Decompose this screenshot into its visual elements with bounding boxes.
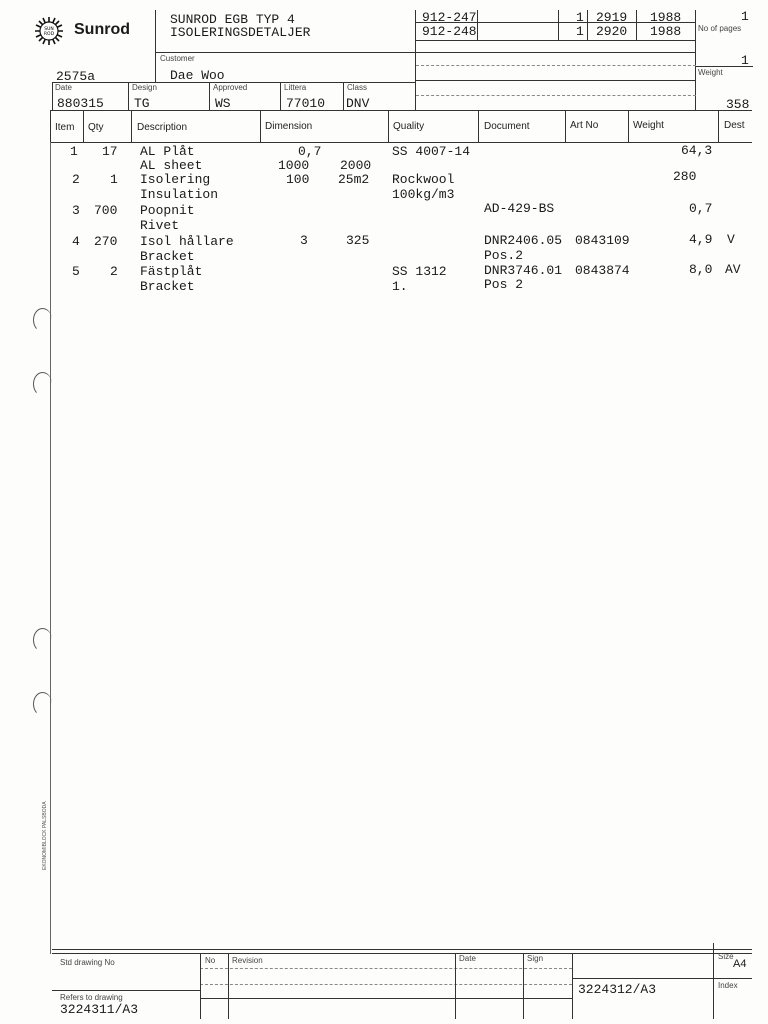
approved-value: WS — [215, 96, 231, 111]
row-qty: 1 — [110, 172, 118, 187]
refers-label: Refers to drawing — [60, 993, 123, 1002]
std-drawing-label: Std drawing No — [60, 958, 115, 967]
row-desc-2: Bracket — [140, 279, 195, 294]
ref-num-2: 1 — [576, 24, 584, 39]
size-value: A4 — [733, 958, 747, 970]
row-quality-2: 100kg/m3 — [392, 187, 455, 202]
row-weight: 8,0 — [689, 262, 713, 277]
ref-no-1: 2919 — [596, 10, 628, 25]
littera-value: 77010 — [286, 96, 326, 111]
col-quality: Quality — [393, 121, 425, 132]
col-dest: Dest — [724, 120, 745, 131]
date-label-footer: Date — [459, 954, 476, 963]
no-label: No — [205, 956, 216, 965]
row-weight: 280 — [673, 169, 697, 184]
no-of-pages-label: No of pages — [698, 24, 742, 33]
col-weight: Weight — [633, 120, 664, 131]
binder-hole — [33, 308, 52, 332]
class-label: Class — [347, 83, 368, 92]
col-item: Item — [55, 122, 75, 133]
row-qty: 17 — [102, 144, 118, 159]
row-doc-2: Pos.2 — [484, 248, 524, 263]
customer-value: Dae Woo — [170, 68, 225, 83]
row-quality-1: SS 1312 — [392, 264, 447, 279]
col-qty: Qty — [88, 122, 104, 133]
side-print: EKONOMIBLOCK PALSBODA — [42, 801, 48, 870]
ref-code-2: 912-248 — [422, 24, 477, 39]
row-desc-1: Isolering — [140, 172, 211, 187]
no-of-pages-value-top: 1 — [741, 9, 749, 24]
col-art-no: Art No — [570, 120, 599, 131]
row-dim-1b: 325 — [346, 233, 370, 248]
row-doc-1: AD-429-BS — [484, 201, 555, 216]
row-quality-1: SS 4007-14 — [392, 144, 471, 159]
row-art-no: 0843874 — [575, 263, 630, 278]
title-line-1: SUNROD EGB TYP 4 — [170, 12, 295, 27]
customer-label: Customer — [160, 54, 195, 63]
row-dim-1b: 25m2 — [338, 172, 370, 187]
weight-label: Weight — [698, 68, 723, 77]
row-item: 4 — [72, 234, 80, 249]
row-desc-2: Rivet — [140, 218, 180, 233]
ref-year-1: 1988 — [650, 10, 682, 25]
row-item: 2 — [72, 172, 80, 187]
ref-num-1: 1 — [576, 10, 584, 25]
svg-text:SUN: SUN — [44, 27, 54, 32]
row-doc-2: Pos 2 — [484, 277, 524, 292]
row-desc-1: AL Plåt — [140, 144, 195, 159]
row-dim-2b: 2000 — [340, 158, 372, 173]
svg-text:ROD: ROD — [43, 32, 55, 37]
row-item: 5 — [72, 264, 80, 279]
row-desc-2: Bracket — [140, 249, 195, 264]
title-line-2: ISOLERINGSDETALJER — [170, 25, 311, 40]
row-weight: 4,9 — [689, 232, 713, 247]
row-desc-2: Insulation — [140, 187, 219, 202]
row-doc-1: DNR2406.05 — [484, 233, 563, 248]
sun-logo-icon — [35, 17, 63, 45]
row-qty: 270 — [94, 234, 118, 249]
row-dim-1a: 0,7 — [298, 144, 322, 159]
ref-year-2: 1988 — [650, 24, 682, 39]
row-quality-2: 1. — [392, 279, 408, 294]
weight-value: 358 — [726, 97, 750, 112]
revision-label: Revision — [232, 956, 263, 965]
row-qty: 700 — [94, 203, 118, 218]
col-dimension: Dimension — [265, 121, 313, 132]
drawing-number: 3224312/A3 — [578, 982, 657, 997]
date-value: 880315 — [57, 96, 104, 111]
approved-label: Approved — [213, 83, 248, 92]
row-doc-1: DNR3746.01 — [484, 263, 563, 278]
sign-label: Sign — [527, 954, 544, 963]
littera-label: Littera — [284, 83, 307, 92]
row-desc-1: Poopnit — [140, 203, 195, 218]
row-weight: 64,3 — [681, 143, 713, 158]
row-dest: V — [727, 232, 735, 247]
ref-number: 2575a — [56, 69, 96, 84]
row-item: 1 — [70, 144, 78, 159]
date-label: Date — [55, 83, 72, 92]
row-dim-1a: 3 — [300, 233, 308, 248]
row-item: 3 — [72, 203, 80, 218]
index-label: Index — [718, 981, 738, 990]
row-desc-1: Isol hållare — [140, 234, 234, 249]
refers-value: 3224311/A3 — [60, 1002, 139, 1017]
design-label: Design — [132, 83, 157, 92]
class-value: DNV — [346, 96, 370, 111]
row-dim-1a: 100 — [286, 172, 310, 187]
row-desc-1: Fästplåt — [140, 264, 203, 279]
row-dest: AV — [725, 262, 741, 277]
row-dim-2a: 1000 — [278, 158, 310, 173]
design-value: TG — [134, 96, 150, 111]
binder-hole — [33, 628, 52, 652]
brand-name: Sunrod — [74, 21, 130, 38]
ref-no-2: 2920 — [596, 24, 628, 39]
row-qty: 2 — [110, 264, 118, 279]
col-description: Description — [137, 122, 188, 133]
row-weight: 0,7 — [689, 201, 713, 216]
binder-hole — [33, 692, 52, 716]
row-quality-1: Rockwool — [392, 172, 455, 187]
row-desc-2: AL sheet — [140, 158, 203, 173]
row-art-no: 0843109 — [575, 233, 630, 248]
binder-hole — [33, 372, 52, 396]
no-of-pages-value: 1 — [741, 53, 749, 68]
size-label: Size — [718, 952, 734, 961]
col-document: Document — [484, 121, 530, 132]
ref-code-1: 912-247 — [422, 10, 477, 25]
